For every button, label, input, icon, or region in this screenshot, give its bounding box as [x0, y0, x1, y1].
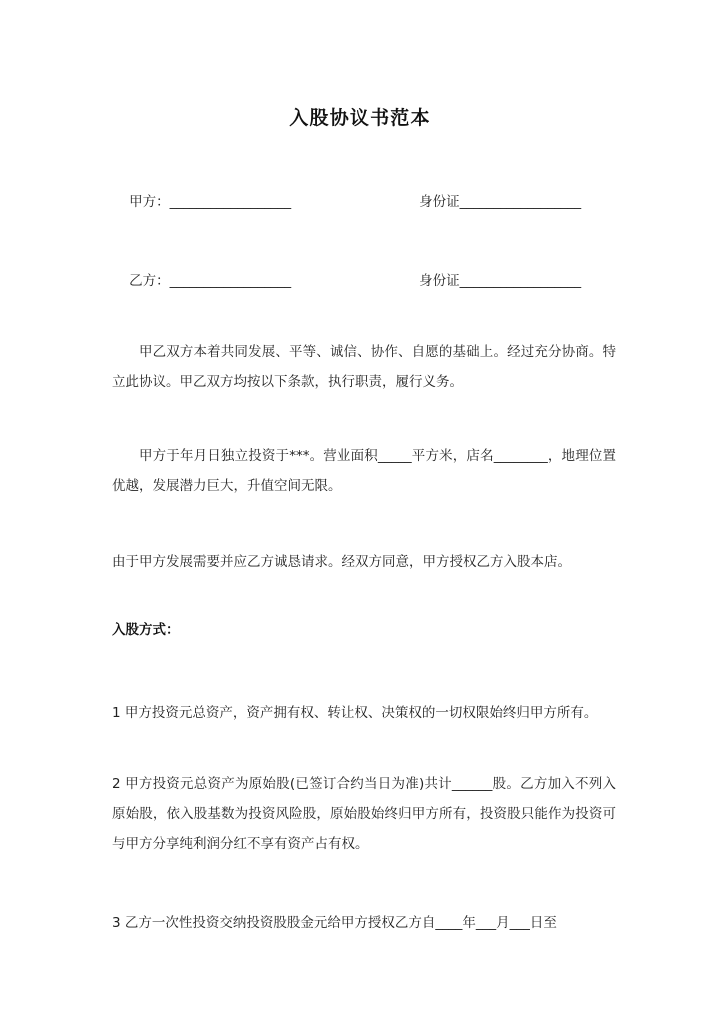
party-b-name-field: 乙方：__________________	[129, 273, 292, 290]
clause-item-3: 3 乙方一次性投资交纳投资股股金元给甲方授权乙方自____年___月___日至	[112, 914, 557, 931]
section-heading-equity-method: 入股方式：	[112, 622, 180, 639]
paragraph-intro: 甲乙双方本着共同发展、平等、诚信、协作、自愿的基础上。经过充分协商。特立此协议。甲乙双方均按以下条款，执行职责，履行义务。	[112, 343, 616, 390]
party-b-id-field: 身份证__________________	[419, 273, 582, 290]
party-a-name-field: 甲方：__________________	[129, 194, 292, 211]
page-title: 入股协议书范本	[289, 106, 431, 129]
clause-item-2: 2 甲方投资元总资产为原始股(已签订合约当日为准)共计______股。乙方加入不列入原始股，依入股基数为投资风险股，原始股始终归甲方所有，投资股只能作为投资可与甲方分享纯利润分红不享有资产占有权。	[112, 775, 616, 852]
party-a-row	[112, 178, 622, 227]
clause-item-1: 1 甲方投资元总资产，资产拥有权、转让权、决策权的一切权限始终归甲方所有。	[112, 704, 598, 721]
party-a-id-field: 身份证__________________	[419, 194, 582, 211]
party-b-row	[112, 257, 622, 306]
paragraph-reason: 由于甲方发展需要并应乙方诚恳请求。经双方同意，甲方授权乙方入股本店。	[112, 553, 571, 570]
paragraph-investment: 甲方于年月日独立投资于***。营业面积_____平方米，店名________，地理位置优越，发展潜力巨大，升值空间无限。	[112, 447, 616, 494]
